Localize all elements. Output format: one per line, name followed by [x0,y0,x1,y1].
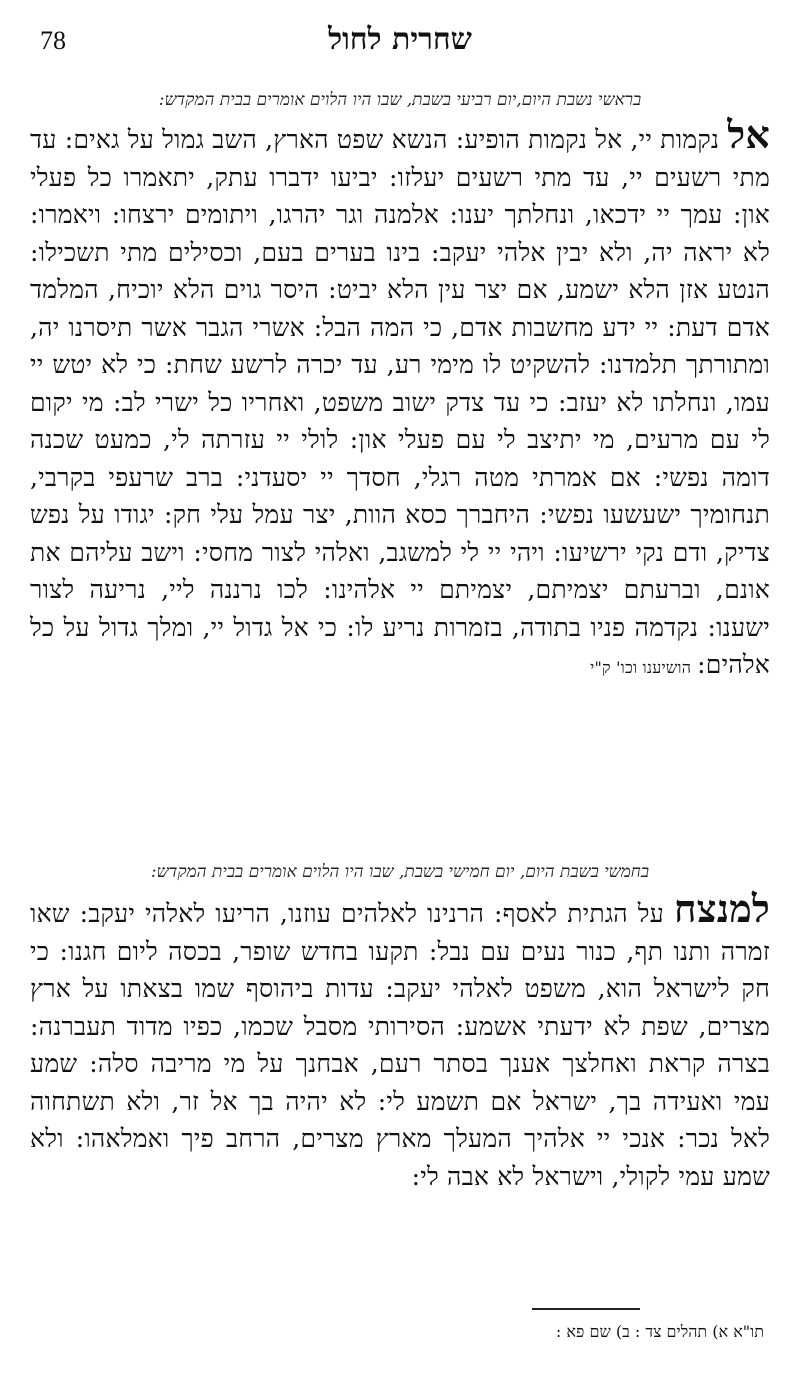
psalm-94-text [30,112,770,687]
psalm-81-first-word: למנצח [673,886,770,931]
psalm-94-endnote: הושיענו וכו' ק"י [590,658,692,677]
page-number: 78 [40,26,66,55]
page-header [40,22,760,66]
psalm-81-text [30,886,770,1195]
footnote-divider [532,1308,640,1310]
section1-intro: בראשי נשבת היום,יום רביעי בשבת, שבו היו הלוים אומרים בבית המקדש: [158,90,642,110]
running-title: שחרית לחול [328,22,472,57]
footnote: תו"א א) תהלים צד : ב) שם פא : [555,1322,764,1341]
psalm-94-body: נקמות יי, אל נקמות הופיע: הנשא שפט הארץ, השב גמול על גאים: עד מתי רשעים יי, עד מתי רשעים יעלזו: יביעו ידברו עתק, יתאמרו כל פעלי און: עמך יי ידכאו, ונחלתך יענו: אלמנה וגר יהרגו, ויתומים ירצחו: ויאמרו: לא יראה יה, ולא יבין אלהי יעקב: בינו בערים בעם, וכסילים מתי תשכילו: הנטע אזן הלא ישמע, אם יצר עין הלא יביט: היסר גוים הלא יוכיח, המלמד אדם דעת: יי ידע מחשבות אדם, כי המה הבל: אשרי הגבר אשר תיסרנו יה, ומתורתך תלמדנו: להשקיט לו מימי רע, עד יכרה לרשע שחת: כי לא יטש יי עמו, ונחלתו לא יעזב: כי עד צדק ישוב משפט, ואחריו כל ישרי לב: מי יקום לי עם מרעים, מי יתיצב לי עם פעלי און: לולי יי עזרתה לי, כמעט שכנה דומה נפשי: אם אמרתי מטה רגלי, חסדך יי יסעדני: ברב שרעפי בקרבי, תנחומיך ישעשעו נפשי: היחברך כסא הוות, יצר עמל עלי חק: יגודו על נפש צדיק, ודם נקי ירשיעו: ויהי יי לי למשגב, ואלהי לצור מחסי: וישב עליהם את אונם, וברעתם יצמיתם, יצמיתם יי אלהינו: לכו נרננה ליי, נריעה לצור ישענו: נקדמה פניו בתודה, בזמרות נריע לו: כי אל גדול יי, ומלך גדול על כל אלהים: [30,125,770,679]
psalm-81-body: על הגתית לאסף: הרנינו לאלהים עוזנו, הריעו לאלהי יעקב: שאו זמרה ותנו תף, כנור נעים עם נבל: תקעו בחדש שופר, בכסה ליום חגנו: כי חק לישראל הוא, משפט לאלהי יעקב: עדות ביהוסף שמו בצאתו על ארץ מצרים, שפת לא ידעתי אשמע: הסירותי מסבל שכמו, כפיו מדוד תעברנה: בצרה קראת ואחלצך אענך בסתר רעם, אבחנך על מי מריבה סלה: שמע עמי ואעידה בך, ישראל אם תשמע לי: לא יהיה בך אל זר, ולא תשתחוה לאל נכר: אנכי יי אלהיך המעלך מארץ מצרים, הרחב פיך ואמלאהו: ולא שמע עמי לקולי, וישראל לא אבה לי: [30,899,770,1191]
section2-intro: בחמשי בשבת היום, יום חמישי בשבת, שבו היו הלוים אומרים בבית המקדש: [150,862,650,882]
psalm-94-first-word: אל [727,112,770,157]
